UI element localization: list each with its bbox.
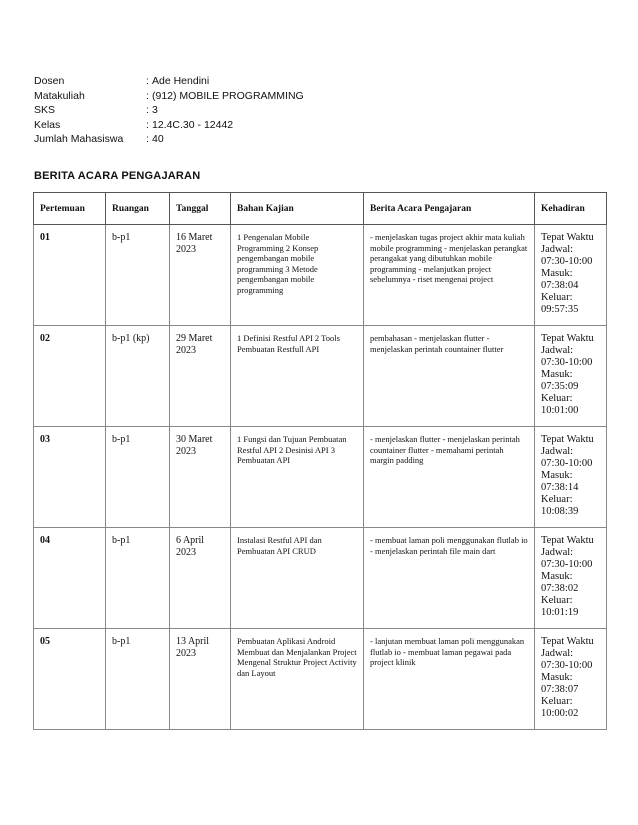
header-bahan-kajian: Bahan Kajian [231, 193, 364, 225]
info-separator: : [146, 133, 149, 145]
kehadiran-keluar: Keluar: 10:00:02 [541, 696, 579, 719]
kehadiran-keluar: Keluar: 09:57:35 [541, 292, 579, 315]
info-label: Matakuliah [34, 89, 85, 102]
info-value: 3 [152, 104, 158, 116]
table-row [34, 629, 607, 730]
header-ruangan: Ruangan [106, 193, 170, 225]
kehadiran-masuk: Masuk: 07:35:09 [541, 369, 579, 392]
cell-tanggal: 30 Maret 2023 [170, 427, 231, 528]
kehadiran-keluar: Keluar: 10:08:39 [541, 494, 579, 517]
cell-berita-acara: - menjelaskan flutter - menjelaskan perintah countainer flutter - memahami perintah margin padding [364, 427, 535, 528]
berita-acara-table [33, 192, 607, 730]
info-value: 12.4C.30 - 12442 [152, 118, 234, 131]
info-row-matakuliah [34, 89, 304, 104]
kehadiran-masuk: Masuk: 07:38:02 [541, 571, 579, 594]
header-berita-acara: Berita Acara Pengajaran [364, 193, 535, 225]
kehadiran-jadwal: Jadwal: 07:30-10:00 [541, 446, 593, 469]
cell-bahan-kajian: Instalasi Restful API dan Pembuatan API CRUD [231, 528, 364, 629]
table-header-row [34, 193, 607, 225]
info-label: SKS [34, 104, 56, 116]
cell-bahan-kajian: 1 Pengenalan Mobile Programming 2 Konsep pengembangan mobile programming 3 Metode pengembangan mobile programming [231, 225, 364, 326]
kehadiran-masuk: Masuk: 07:38:14 [541, 470, 579, 493]
cell-pertemuan: 04 [34, 528, 106, 629]
header-kehadiran: Kehadiran [535, 193, 607, 225]
table-row [34, 528, 607, 629]
info-value: (912) MOBILE PROGRAMMING [152, 89, 304, 102]
info-value: Ade Hendini [152, 75, 210, 87]
cell-bahan-kajian: Pembuatan Aplikasi Android Membuat dan Menjalankan Project Mengenal Struktur Project Activity dan Layout [231, 629, 364, 730]
section-title: BERITA ACARA PENGAJARAN [34, 170, 201, 182]
cell-tanggal: 6 April 2023 [170, 528, 231, 629]
info-separator: : [146, 89, 149, 102]
cell-bahan-kajian: 1 Definisi Restful API 2 Tools Pembuatan Restfull API [231, 326, 364, 427]
cell-berita-acara: - lanjutan membuat laman poli menggunakan flutlab io - membuat laman pegawai pada project klinik [364, 629, 535, 730]
kehadiran-keluar: Keluar: 10:01:19 [541, 595, 579, 618]
kehadiran-status: Tepat Waktu [541, 434, 594, 445]
info-separator: : [146, 75, 149, 87]
kehadiran-status: Tepat Waktu [541, 535, 594, 546]
cell-ruangan: b-p1 (kp) [106, 326, 170, 427]
cell-kehadiran [535, 225, 607, 326]
cell-ruangan: b-p1 [106, 427, 170, 528]
header-tanggal: Tanggal [170, 193, 231, 225]
cell-kehadiran [535, 326, 607, 427]
kehadiran-status: Tepat Waktu [541, 232, 594, 243]
kehadiran-masuk: Masuk: 07:38:04 [541, 268, 579, 291]
cell-pertemuan: 05 [34, 629, 106, 730]
kehadiran-jadwal: Jadwal: 07:30-10:00 [541, 648, 593, 671]
cell-pertemuan: 03 [34, 427, 106, 528]
cell-pertemuan: 02 [34, 326, 106, 427]
kehadiran-status: Tepat Waktu [541, 636, 594, 647]
kehadiran-jadwal: Jadwal: 07:30-10:00 [541, 244, 593, 267]
kehadiran-keluar: Keluar: 10:01:00 [541, 393, 579, 416]
kehadiran-status: Tepat Waktu [541, 333, 594, 344]
cell-tanggal: 29 Maret 2023 [170, 326, 231, 427]
cell-tanggal: 13 April 2023 [170, 629, 231, 730]
course-info [34, 74, 304, 147]
cell-kehadiran [535, 528, 607, 629]
kehadiran-masuk: Masuk: 07:38:07 [541, 672, 579, 695]
info-row-jumlah-mahasiswa [34, 132, 304, 147]
kehadiran-jadwal: Jadwal: 07:30-10:00 [541, 547, 593, 570]
cell-tanggal: 16 Maret 2023 [170, 225, 231, 326]
cell-kehadiran [535, 629, 607, 730]
header-pertemuan: Pertemuan [34, 193, 106, 225]
cell-kehadiran [535, 427, 607, 528]
cell-ruangan: b-p1 [106, 629, 170, 730]
info-value: 40 [152, 133, 164, 145]
cell-berita-acara: - menjelaskan tugas project akhir mata kuliah mobile programming - menjelaskan perangkat perangakat yang dibutuhkan mobile programming - melanjutkan project sebelumnya - riset mengenai project [364, 225, 535, 326]
info-label: Dosen [34, 75, 65, 87]
cell-berita-acara: - membuat laman poli menggunakan flutlab io - menjelaskan perintah file main dart [364, 528, 535, 629]
info-separator: : [146, 104, 149, 116]
info-label: Kelas [34, 118, 61, 131]
cell-ruangan: b-p1 [106, 225, 170, 326]
cell-ruangan: b-p1 [106, 528, 170, 629]
kehadiran-jadwal: Jadwal: 07:30-10:00 [541, 345, 593, 368]
cell-pertemuan: 01 [34, 225, 106, 326]
info-row-sks [34, 103, 304, 118]
info-separator: : [146, 118, 149, 131]
cell-bahan-kajian: 1 Fungsi dan Tujuan Pembuatan Restful API 2 Desinisi API 3 Pembuatan API [231, 427, 364, 528]
info-row-kelas [34, 118, 304, 133]
info-row-dosen [34, 74, 304, 89]
table-row [34, 326, 607, 427]
info-label: Jumlah Mahasiswa [34, 133, 124, 145]
table-row [34, 427, 607, 528]
table-row [34, 225, 607, 326]
cell-berita-acara: pembahasan - menjelaskan flutter - menjelaskan perintah countainer flutter [364, 326, 535, 427]
